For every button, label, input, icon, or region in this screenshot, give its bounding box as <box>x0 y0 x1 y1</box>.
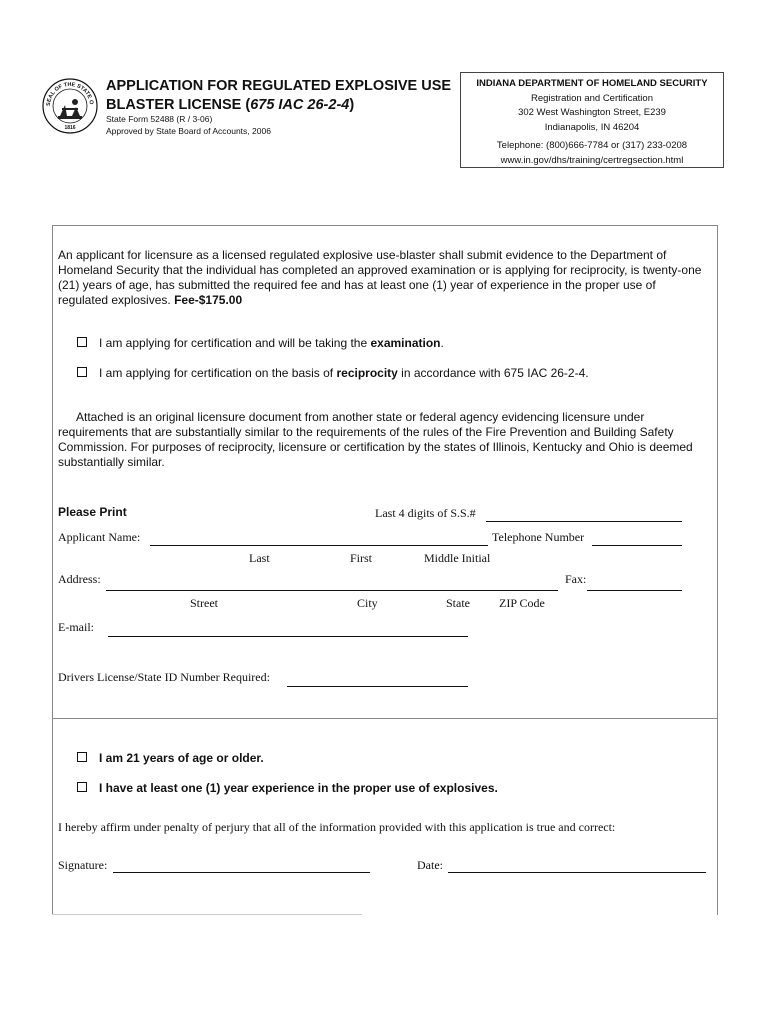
age-checkbox[interactable] <box>77 752 87 762</box>
affirmation-statement: I hereby affirm under penalty of perjury that all of the information provided with this application is true and correct: <box>58 820 616 834</box>
form-number: State Form 52488 (R / 3-06) <box>106 114 213 124</box>
address-label: Address: <box>58 572 101 586</box>
email-label: E-mail: <box>58 620 94 634</box>
agency-city: Indianapolis, IN 46204 <box>544 121 640 133</box>
applicant-name-field[interactable] <box>150 545 488 546</box>
reciprocity-option: I am applying for certification on the basis of reciprocity in accordance with 675 IAC 26-2-4. <box>77 366 589 380</box>
agency-telephone: Telephone: (800)666-7784 or (317) 233-0208 <box>496 140 688 151</box>
section-divider <box>52 718 718 719</box>
intro-paragraph: An applicant for licensure as a licensed regulated explosive use-blaster shall submit evidence to the Department of Homeland Security that the individual has completed an approved examination or is applying for reciprocity, is twenty-one (21) years of age, has submitted the required fee and has at least one (1) year of experience in the proper use of regulated explosives. Fee-$175.00 <box>58 248 702 307</box>
name-sublabel-middle: Middle Initial <box>424 551 491 565</box>
address-field[interactable] <box>106 590 558 591</box>
application-form-box <box>52 225 718 915</box>
drivers-license-label: Drivers License/State ID Number Required: <box>58 670 270 684</box>
form-bottom-edge <box>52 914 362 915</box>
agency-info-box <box>460 72 724 168</box>
signature-label: Signature: <box>58 858 108 872</box>
telephone-field[interactable] <box>592 545 682 546</box>
name-sublabel-first: First <box>350 551 373 565</box>
experience-attestation: I have at least one (1) year experience in the proper use of explosives. <box>77 781 498 795</box>
reciprocity-note: Attached is an original licensure document from another state or federal agency evidencing licensure under requirements that are substantially similar to the requirements of the rules of the Fire Prevention and Building Safety Commission. For purposes of reciprocity, licensure or certification by the states of Illinois, Kentucky and Ohio is deemed substantially similar. <box>58 410 693 469</box>
exam-checkbox[interactable] <box>77 337 87 347</box>
experience-checkbox[interactable] <box>77 782 87 792</box>
reciprocity-checkbox[interactable] <box>77 367 87 377</box>
seal-text: SEAL OF THE STATE O <box>45 81 95 107</box>
agency-name: INDIANA DEPARTMENT OF HOMELAND SECURITY <box>476 78 708 89</box>
fax-field[interactable] <box>587 590 682 591</box>
approved-by: Approved by State Board of Accounts, 2006 <box>106 126 271 136</box>
address-sublabel-zip: ZIP Code <box>499 596 545 610</box>
form-title-line2: BLASTER LICENSE (675 IAC 26-2-4) <box>106 97 355 113</box>
address-sublabel-city: City <box>357 596 378 610</box>
agency-street: 302 West Washington Street, E239 <box>518 107 666 118</box>
form-title-reference: 675 IAC 26-2-4 <box>250 97 350 113</box>
exam-option: I am applying for certification and will be taking the examination. <box>77 336 444 350</box>
ssn-field[interactable] <box>486 521 682 522</box>
name-sublabel-last: Last <box>249 551 270 565</box>
form-title-line1: APPLICATION FOR REGULATED EXPLOSIVE USE <box>106 78 452 94</box>
date-field[interactable] <box>448 872 706 873</box>
seal-year: 1816 <box>64 125 76 131</box>
address-sublabel-state: State <box>446 596 470 610</box>
agency-division: Registration and Certification <box>531 92 653 104</box>
applicant-name-label: Applicant Name: <box>58 530 141 544</box>
email-field[interactable] <box>108 636 468 637</box>
please-print-label: Please Print <box>58 505 127 519</box>
state-seal-icon <box>42 78 98 134</box>
drivers-license-field[interactable] <box>287 686 468 687</box>
date-label: Date: <box>417 858 443 872</box>
age-attestation: I am 21 years of age or older. <box>77 751 264 765</box>
address-sublabel-street: Street <box>190 596 218 610</box>
agency-website[interactable]: www.in.gov/dhs/training/certregsection.html <box>500 154 684 166</box>
ssn-label: Last 4 digits of S.S.# <box>375 506 476 520</box>
fax-label: Fax: <box>565 572 587 586</box>
telephone-label: Telephone Number <box>492 530 585 544</box>
signature-field[interactable] <box>113 872 370 873</box>
fee-amount: Fee-$175.00 <box>174 293 243 307</box>
